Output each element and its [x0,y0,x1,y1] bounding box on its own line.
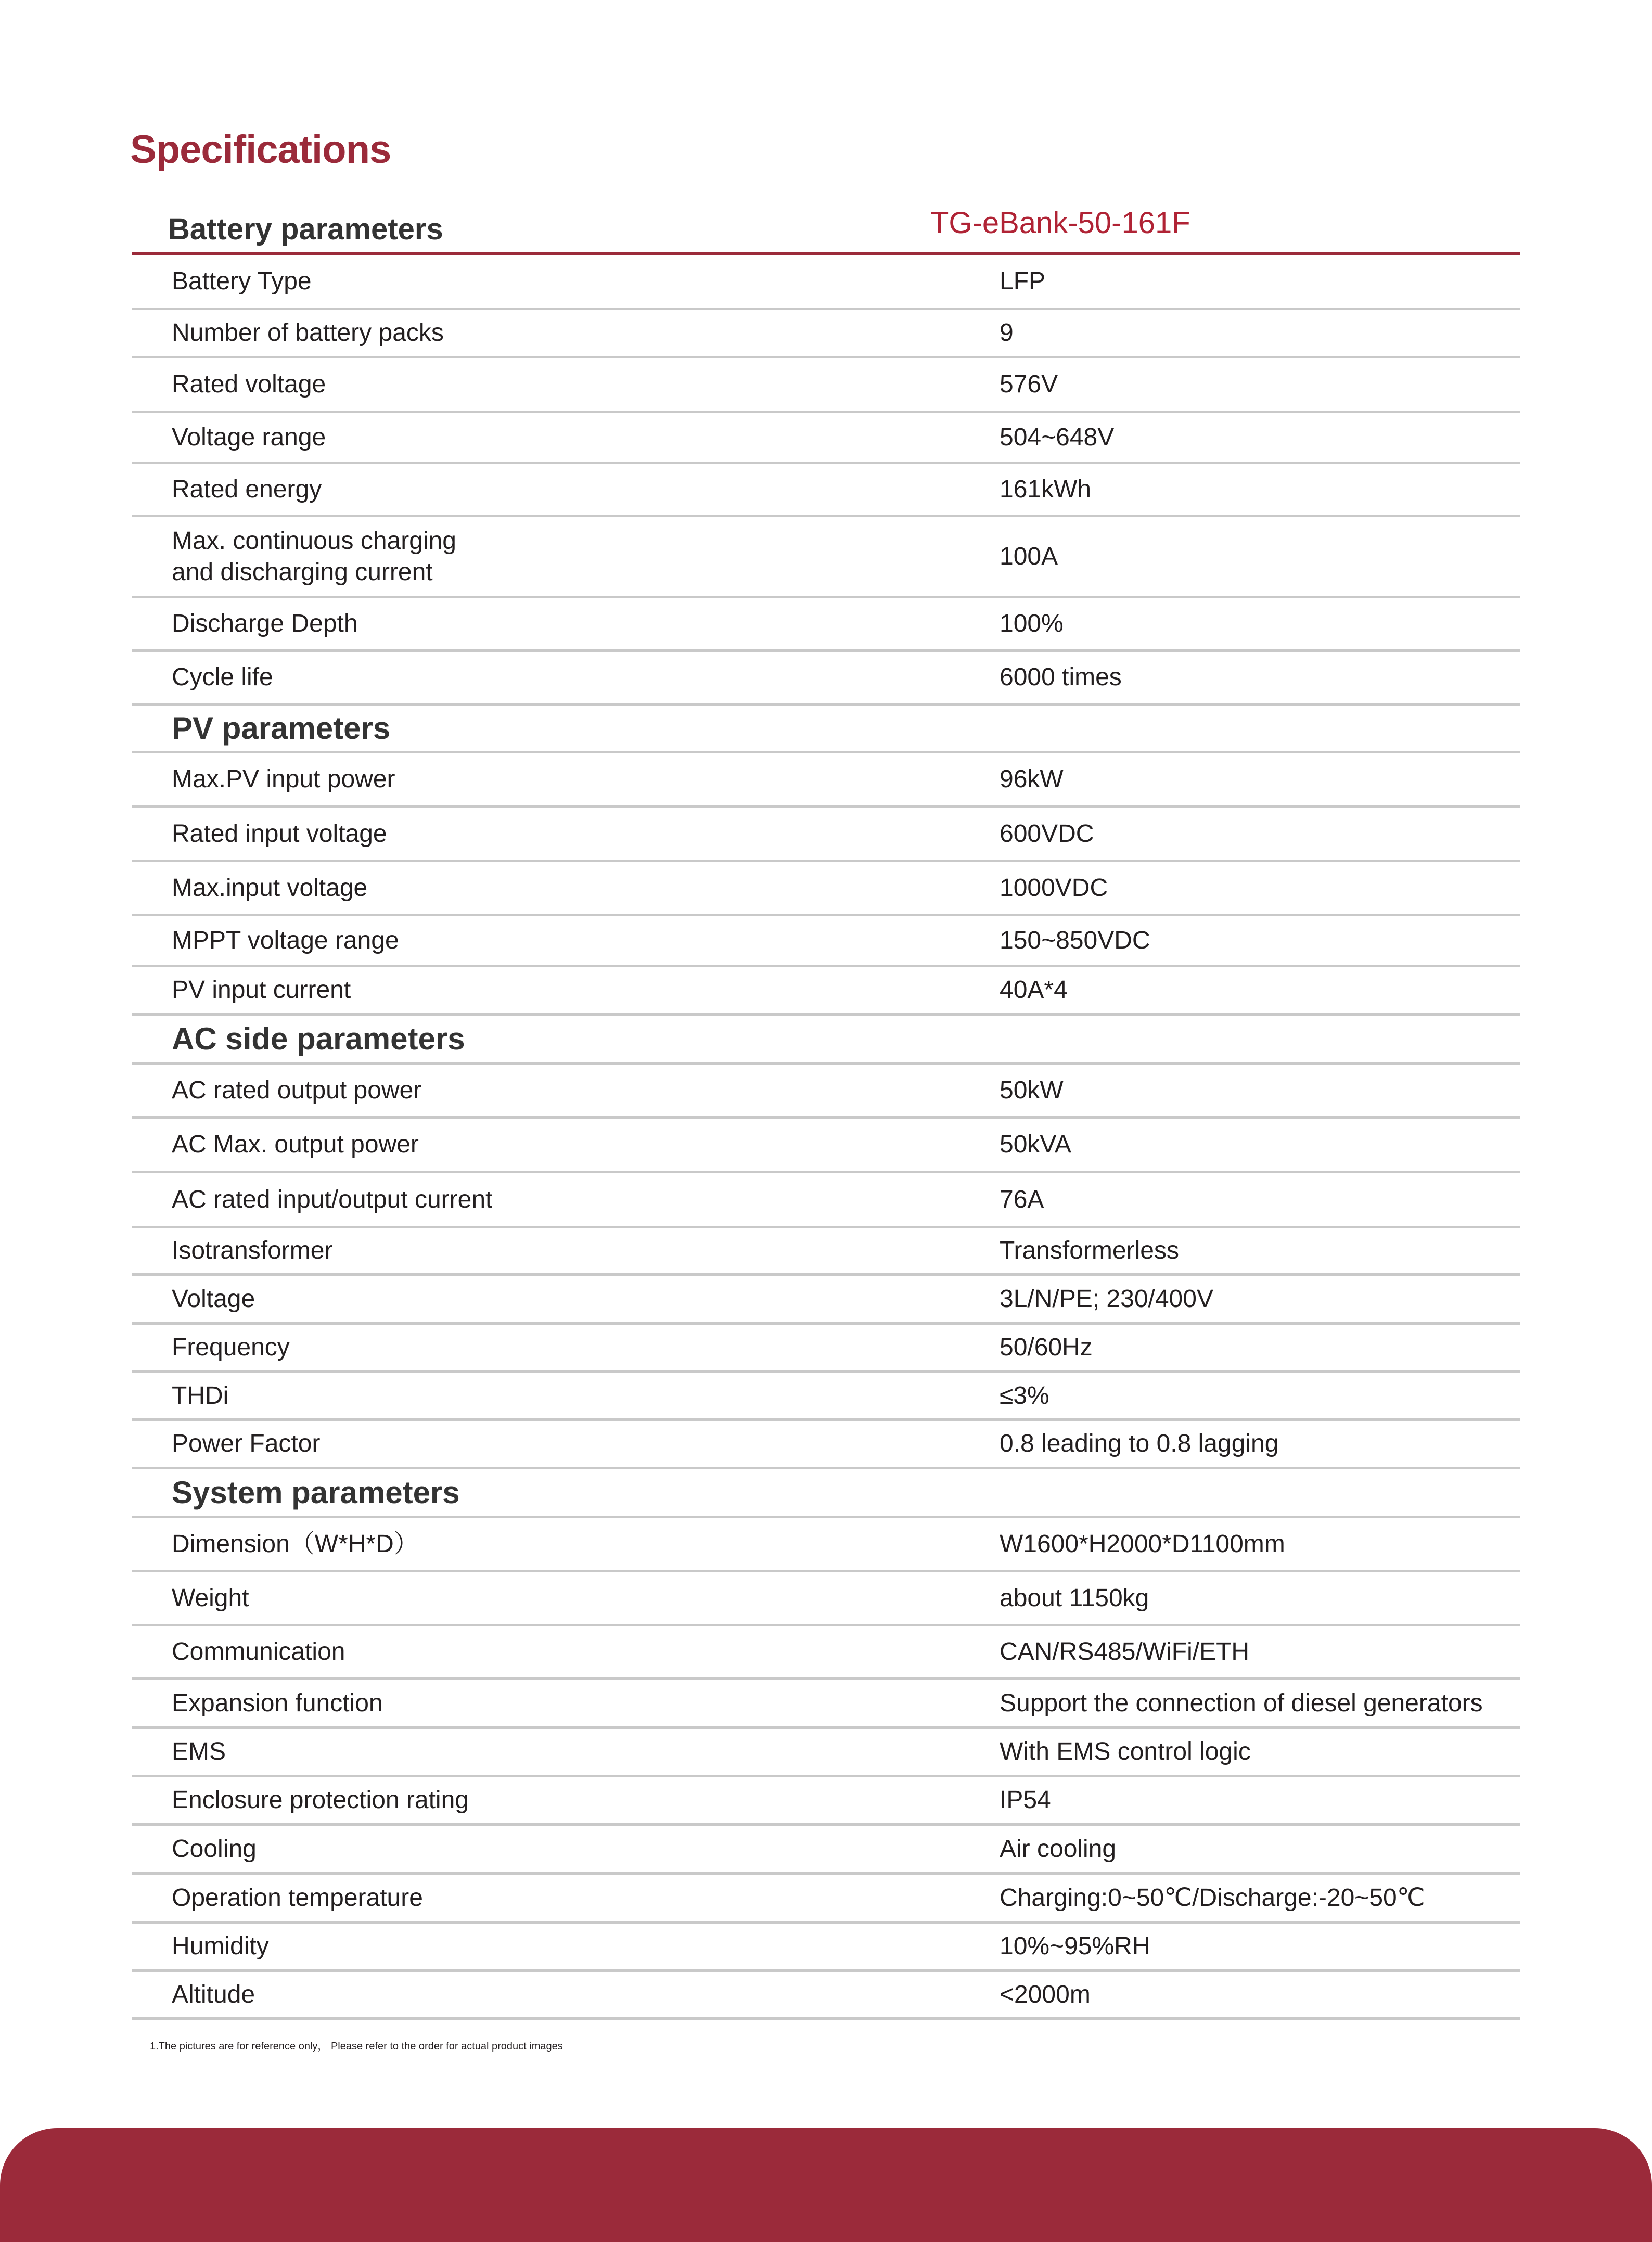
spec-value: 100% [1000,610,1064,637]
spec-value: With EMS control logic [1000,1738,1251,1765]
spec-row [132,310,1520,358]
spec-value: 0.8 leading to 0.8 lagging [1000,1430,1279,1457]
spec-value: 50/60Hz [1000,1334,1093,1361]
spec-row [132,358,1520,413]
spec-label: AC rated output power [172,1076,422,1104]
section-heading: AC side parameters [172,1021,465,1056]
spec-value: 6000 times [1000,663,1122,691]
spec-row [132,967,1520,1016]
spec-row [132,413,1520,464]
spec-label: Cycle life [172,663,273,691]
spec-label: Max.PV input power [172,765,395,793]
page-title: Specifications [130,127,391,172]
footnote: 1.The pictures are for reference only， Please refer to the order for actual product images [150,2041,563,2052]
spec-row [132,808,1520,862]
section-row [132,1016,1520,1065]
section-row [132,706,1520,753]
spec-value: 10%~95%RH [1000,1932,1150,1960]
spec-label: EMS [172,1738,226,1765]
spec-row [132,1626,1520,1680]
spec-value: 50kVA [1000,1131,1071,1158]
footer-bar [0,2128,1652,2242]
spec-value: 504~648V [1000,423,1115,451]
spec-label: MPPT voltage range [172,926,399,954]
spec-row [132,1228,1520,1276]
spec-label: AC Max. output power [172,1131,419,1158]
spec-value: 3L/N/PE; 230/400V [1000,1285,1213,1313]
spec-label: Voltage [172,1285,255,1313]
spec-label: Rated energy [172,475,322,503]
spec-row [132,1826,1520,1875]
section-row [132,1469,1520,1518]
spec-label: Max. continuous charging and discharging current [172,527,456,586]
spec-label: THDi [172,1381,229,1410]
spec-label: Number of battery packs [172,319,444,347]
spec-value: 150~850VDC [1000,926,1150,954]
spec-row [132,753,1520,808]
spec-label: Weight [172,1584,249,1612]
spec-value: 40A*4 [1000,976,1068,1004]
spec-row [132,255,1520,310]
table-header [132,200,1520,255]
section-heading: System parameters [172,1475,460,1510]
spec-row [132,1325,1520,1373]
spec-row [132,1119,1520,1173]
spec-label: Discharge Depth [172,610,358,637]
spec-value: 50kW [1000,1076,1064,1104]
spec-label: Isotransformer [172,1237,333,1264]
spec-label: Communication [172,1638,345,1666]
spec-label: Battery Type [172,267,312,295]
spec-value: W1600*H2000*D1100mm [1000,1530,1285,1558]
spec-label: Power Factor [172,1430,321,1457]
battery-parameters-heading: Battery parameters [168,212,443,246]
spec-value: <2000m [1000,1980,1091,2008]
spec-value: Charging:0~50℃/Discharge:-20~50℃ [1000,1884,1425,1912]
spec-row [132,1972,1520,2020]
spec-row [132,1924,1520,1972]
spec-value: 76A [1000,1185,1044,1213]
spec-value: Air cooling [1000,1835,1117,1863]
spec-label: Altitude [172,1980,255,2008]
spec-label: Enclosure protection rating [172,1786,469,1814]
model-name: TG-eBank-50-161F [930,206,1190,240]
spec-row [132,1518,1520,1572]
spec-label: Operation temperature [172,1884,423,1912]
spec-row [132,464,1520,517]
spec-label: Rated input voltage [172,819,387,848]
spec-row [132,1173,1520,1228]
spec-row [132,652,1520,706]
spec-label: Expansion function [172,1689,383,1717]
section-heading: PV parameters [172,711,391,746]
spec-row [132,1572,1520,1626]
spec-value: ≤3% [1000,1381,1049,1410]
spec-value: about 1150kg [1000,1584,1149,1612]
spec-row [132,598,1520,652]
spec-row [132,1373,1520,1421]
spec-value: 161kWh [1000,475,1092,503]
spec-value: LFP [1000,267,1046,295]
spec-label: Frequency [172,1334,290,1361]
spec-label: Humidity [172,1932,269,1960]
spec-label: Max.input voltage [172,874,368,902]
spec-row [132,1065,1520,1119]
spec-label: PV input current [172,976,351,1004]
spec-value: 9 [1000,319,1014,347]
spec-rows [132,255,1520,2020]
spec-value: Support the connection of diesel generators [1000,1689,1483,1717]
spec-value: 100A [1000,542,1058,570]
spec-value: 96kW [1000,765,1064,793]
spec-row [132,1777,1520,1826]
spec-row [132,517,1520,598]
spec-row [132,916,1520,967]
spec-label: Voltage range [172,423,326,451]
spec-table [132,200,1520,2020]
spec-label: Dimension（W*H*D） [172,1530,419,1558]
spec-value: 1000VDC [1000,874,1108,902]
spec-row [132,1875,1520,1924]
spec-label: AC rated input/output current [172,1185,493,1213]
spec-row [132,1276,1520,1325]
spec-label: Cooling [172,1835,257,1863]
spec-row [132,1421,1520,1469]
spec-value: 600VDC [1000,819,1094,848]
spec-value: CAN/RS485/WiFi/ETH [1000,1638,1250,1666]
spec-row [132,1729,1520,1777]
spec-value: IP54 [1000,1786,1051,1814]
spec-value: 576V [1000,370,1058,398]
spec-label: Rated voltage [172,370,326,398]
spec-value: Transformerless [1000,1237,1179,1264]
spec-row [132,862,1520,916]
spec-row [132,1680,1520,1729]
